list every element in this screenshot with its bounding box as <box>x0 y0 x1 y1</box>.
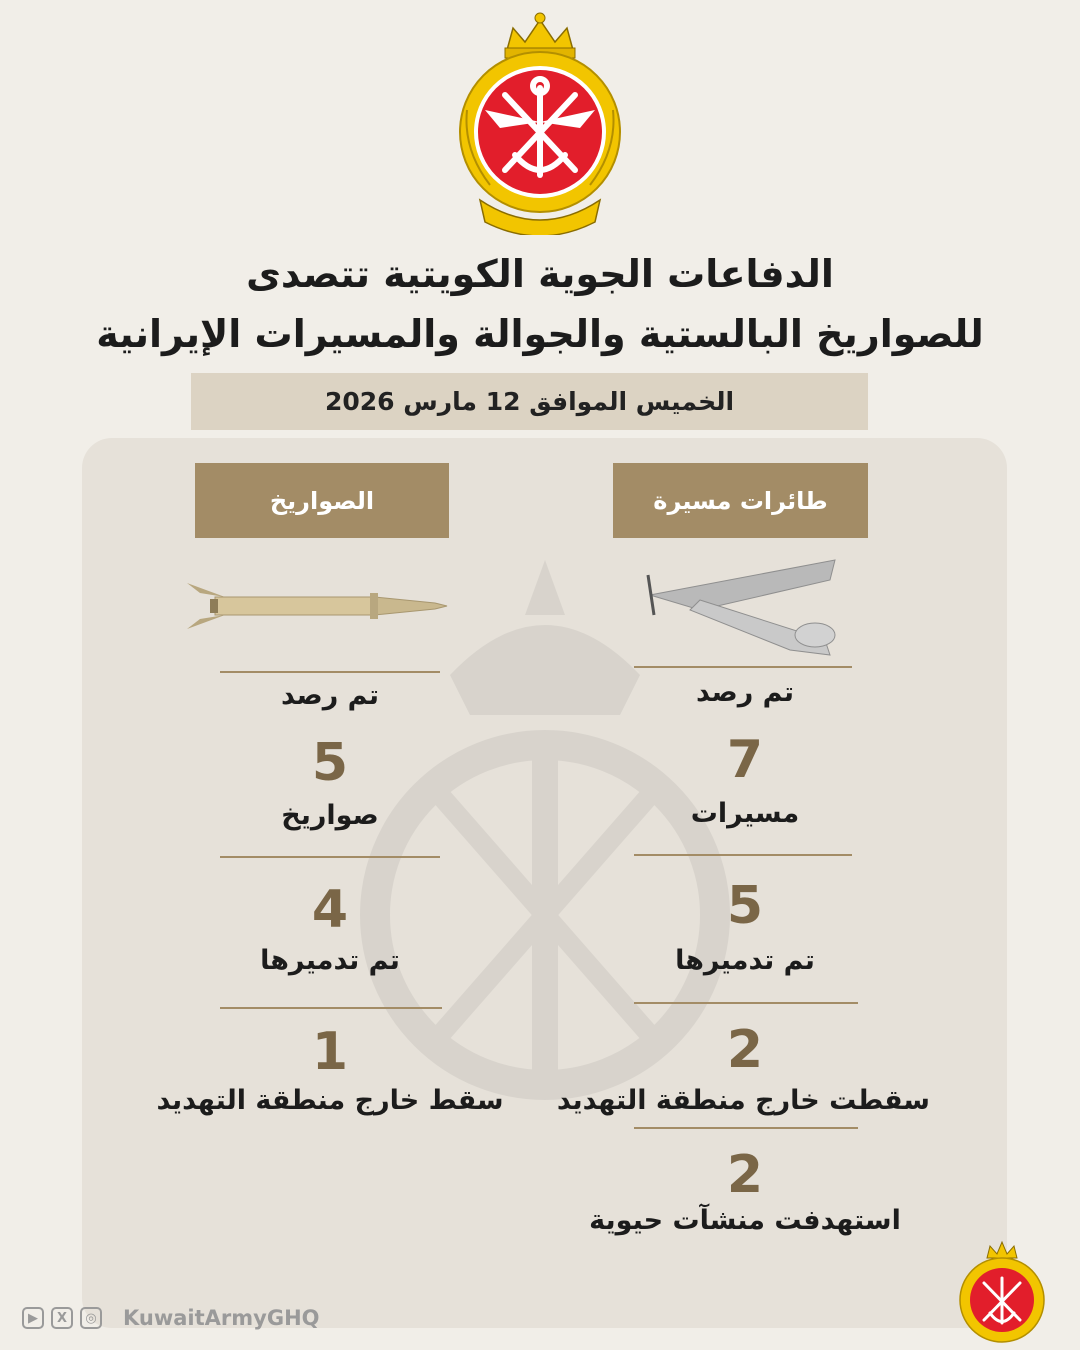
instagram-icon[interactable]: ◎ <box>80 1307 102 1329</box>
drones-divider-3 <box>634 1002 858 1004</box>
drone-icon <box>640 555 840 660</box>
missiles-divider-2 <box>220 856 440 858</box>
missiles-fell-outside-count: 1 <box>311 1022 349 1082</box>
missiles-detected-count: 5 <box>311 733 349 793</box>
drones-targeted-label: استهدفت منشآت حيوية <box>589 1205 901 1236</box>
social-handle[interactable]: KuwaitArmyGHQ <box>123 1306 320 1330</box>
missiles-fell-outside-label: سقط خارج منطقة التهديد <box>156 1085 504 1116</box>
drones-fell-outside-count: 2 <box>726 1020 764 1080</box>
drones-header: طائرات مسيرة <box>613 463 868 538</box>
missile-icon <box>185 575 450 637</box>
missiles-divider-1 <box>220 671 440 673</box>
drones-divider-2 <box>634 854 852 856</box>
drones-divider-4 <box>634 1127 858 1129</box>
kuwait-army-emblem-small <box>952 1238 1052 1348</box>
drones-targeted-count: 2 <box>726 1145 764 1205</box>
missiles-destroyed-count: 4 <box>311 880 349 940</box>
x-icon[interactable]: X <box>51 1307 73 1329</box>
missiles-destroyed-label: تم تدميرها <box>260 945 400 976</box>
date-text: الخميس الموافق 12 مارس 2026 <box>324 387 735 416</box>
missiles-header: الصواريخ <box>195 463 449 538</box>
drones-fell-outside-label: سقطت خارج منطقة التهديد <box>556 1085 930 1116</box>
youtube-icon[interactable]: ▶ <box>22 1307 44 1329</box>
page-title-line-2: للصواريخ البالستية والجوالة والمسيرات الإيرانية <box>96 312 984 356</box>
footer <box>22 1306 320 1330</box>
missiles-detected-label: تم رصد <box>281 680 379 711</box>
drones-detected-count: 7 <box>726 730 764 790</box>
drones-detected-unit: مسيرات <box>690 798 800 829</box>
kuwait-army-emblem-logo <box>445 10 635 235</box>
drones-divider-1 <box>634 666 852 668</box>
date-bar <box>191 373 868 430</box>
drones-detected-label: تم رصد <box>696 677 794 708</box>
page-title-line-1: الدفاعات الجوية الكويتية تتصدى <box>246 252 834 296</box>
drones-destroyed-count: 5 <box>726 876 764 936</box>
missiles-detected-unit: صواريخ <box>281 800 379 831</box>
missiles-divider-3 <box>220 1007 442 1009</box>
drones-destroyed-label: تم تدميرها <box>675 945 815 976</box>
